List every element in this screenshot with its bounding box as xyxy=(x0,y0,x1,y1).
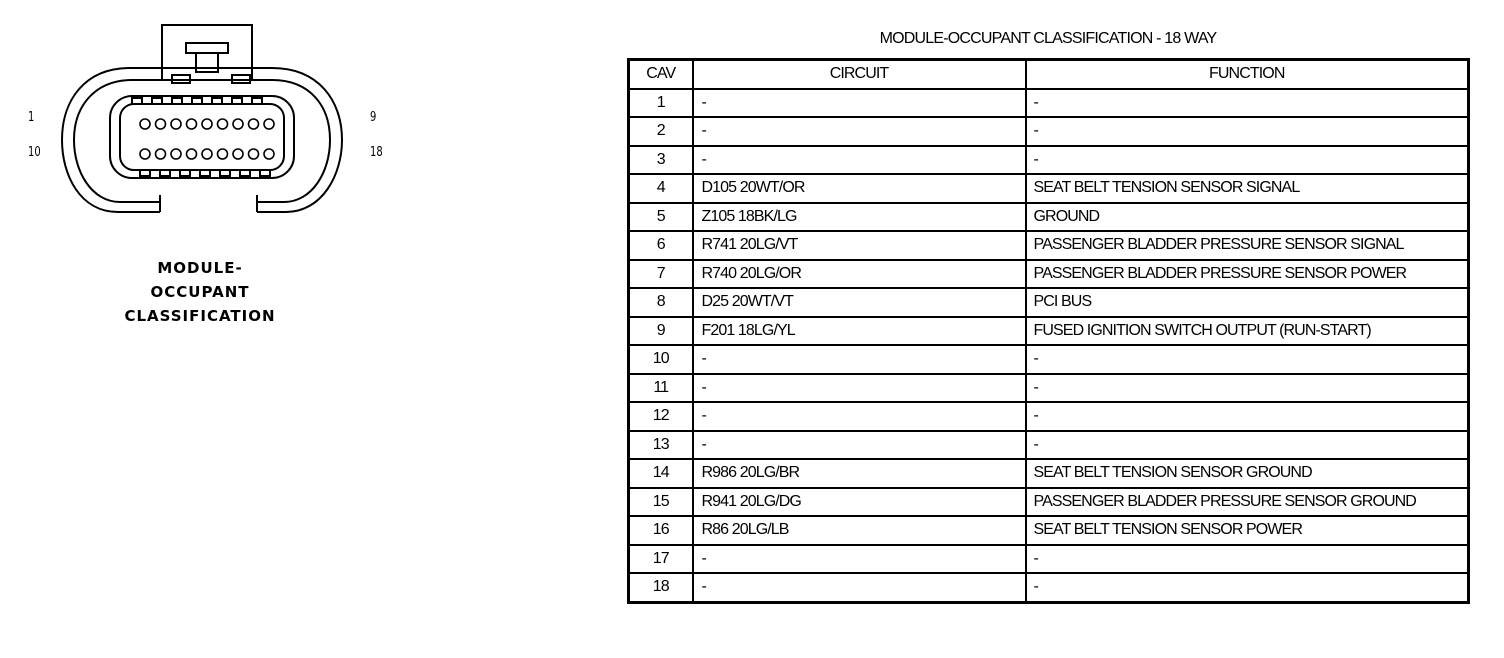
pin-label-top-left: 1 xyxy=(28,110,35,125)
pin-cavity-bottom xyxy=(140,149,150,159)
pin-cavity-bottom xyxy=(249,149,259,159)
pin-label-bottom-right: 18 xyxy=(370,145,383,160)
header-circuit: CIRCUIT xyxy=(693,60,1026,89)
table-row xyxy=(629,545,1469,574)
cav-cell: 10 xyxy=(629,345,693,374)
function-cell: SEAT BELT TENSION SENSOR POWER xyxy=(1026,516,1469,545)
pin-cavity-bottom xyxy=(171,149,181,159)
table-row xyxy=(629,402,1469,431)
function-cell: PCI BUS xyxy=(1026,288,1469,317)
table-row xyxy=(629,488,1469,517)
connector-pin-row-top xyxy=(140,119,274,129)
cav-cell: 18 xyxy=(629,573,693,602)
connector-pin-row-bottom xyxy=(140,149,274,159)
function-cell: - xyxy=(1026,431,1469,460)
function-cell: - xyxy=(1026,117,1469,146)
pinout-table-body xyxy=(629,89,1469,603)
circuit-cell: - xyxy=(693,545,1026,574)
cav-cell: 2 xyxy=(629,117,693,146)
pin-label-top-right: 9 xyxy=(370,110,377,125)
function-cell: SEAT BELT TENSION SENSOR GROUND xyxy=(1026,459,1469,488)
connector-caption-line-1: MODULE- xyxy=(157,259,243,277)
circuit-cell: R941 20LG/DG xyxy=(693,488,1026,517)
table-row xyxy=(629,89,1469,118)
circuit-cell: R986 20LG/BR xyxy=(693,459,1026,488)
connector-caption-line-3: CLASSIFICATION xyxy=(124,307,276,325)
circuit-cell: Z105 18BK/LG xyxy=(693,203,1026,232)
table-row xyxy=(629,459,1469,488)
function-cell: - xyxy=(1026,146,1469,175)
circuit-cell: - xyxy=(693,146,1026,175)
cav-cell: 3 xyxy=(629,146,693,175)
cav-cell: 4 xyxy=(629,174,693,203)
cav-cell: 15 xyxy=(629,488,693,517)
cav-cell: 7 xyxy=(629,260,693,289)
circuit-cell: R86 20LG/LB xyxy=(693,516,1026,545)
connector-caption xyxy=(100,256,300,328)
pin-cavity-bottom xyxy=(264,149,274,159)
cav-cell: 13 xyxy=(629,431,693,460)
cav-cell: 14 xyxy=(629,459,693,488)
table-row xyxy=(629,345,1469,374)
table-row xyxy=(629,260,1469,289)
circuit-cell: - xyxy=(693,573,1026,602)
circuit-cell: D25 20WT/VT xyxy=(693,288,1026,317)
table-row xyxy=(629,231,1469,260)
pin-cavity-top xyxy=(140,119,150,129)
circuit-cell: - xyxy=(693,345,1026,374)
circuit-cell: - xyxy=(693,117,1026,146)
table-row xyxy=(629,174,1469,203)
pin-cavity-top xyxy=(156,119,166,129)
function-cell: PASSENGER BLADDER PRESSURE SENSOR GROUND xyxy=(1026,488,1469,517)
cav-cell: 17 xyxy=(629,545,693,574)
circuit-cell: - xyxy=(693,374,1026,403)
pin-label-bottom-left: 10 xyxy=(28,145,41,160)
pinout-table xyxy=(627,58,1470,604)
function-cell: - xyxy=(1026,89,1469,118)
table-row xyxy=(629,288,1469,317)
cav-cell: 9 xyxy=(629,317,693,346)
cav-cell: 5 xyxy=(629,203,693,232)
table-row xyxy=(629,431,1469,460)
table-title: MODULE-OCCUPANT CLASSIFICATION - 18 WAY xyxy=(879,30,1217,47)
function-cell: GROUND xyxy=(1026,203,1469,232)
function-cell: - xyxy=(1026,345,1469,374)
pin-cavity-top xyxy=(218,119,228,129)
connector-caption-line-2: OCCUPANT xyxy=(150,283,250,301)
cav-cell: 1 xyxy=(629,89,693,118)
table-row xyxy=(629,146,1469,175)
pin-cavity-top xyxy=(202,119,212,129)
connector-outer-shroud xyxy=(62,68,342,212)
circuit-cell: R741 20LG/VT xyxy=(693,231,1026,260)
circuit-cell: - xyxy=(693,89,1026,118)
table-row xyxy=(629,203,1469,232)
pin-cavity-bottom xyxy=(218,149,228,159)
circuit-cell: D105 20WT/OR xyxy=(693,174,1026,203)
pin-cavity-top xyxy=(264,119,274,129)
table-header-row xyxy=(629,60,1469,89)
circuit-cell: R740 20LG/OR xyxy=(693,260,1026,289)
circuit-cell: F201 18LG/YL xyxy=(693,317,1026,346)
function-cell: SEAT BELT TENSION SENSOR SIGNAL xyxy=(1026,174,1469,203)
cav-cell: 8 xyxy=(629,288,693,317)
pin-cavity-top xyxy=(171,119,181,129)
function-cell: FUSED IGNITION SWITCH OUTPUT (RUN-START) xyxy=(1026,317,1469,346)
function-cell: PASSENGER BLADDER PRESSURE SENSOR SIGNAL xyxy=(1026,231,1469,260)
cav-cell: 6 xyxy=(629,231,693,260)
pin-cavity-bottom xyxy=(233,149,243,159)
header-cav: CAV xyxy=(629,60,693,89)
table-row xyxy=(629,374,1469,403)
connector-pin-housing xyxy=(110,96,294,178)
cav-cell: 16 xyxy=(629,516,693,545)
function-cell: - xyxy=(1026,402,1469,431)
function-cell: - xyxy=(1026,545,1469,574)
pin-cavity-bottom xyxy=(187,149,197,159)
cav-cell: 12 xyxy=(629,402,693,431)
function-cell: - xyxy=(1026,374,1469,403)
pin-cavity-bottom xyxy=(202,149,212,159)
function-cell: PASSENGER BLADDER PRESSURE SENSOR POWER xyxy=(1026,260,1469,289)
circuit-cell: - xyxy=(693,402,1026,431)
circuit-cell: - xyxy=(693,431,1026,460)
cav-cell: 11 xyxy=(629,374,693,403)
table-row xyxy=(629,573,1469,602)
pin-cavity-top xyxy=(187,119,197,129)
table-row xyxy=(629,117,1469,146)
pin-cavity-top xyxy=(233,119,243,129)
table-row xyxy=(629,516,1469,545)
pin-cavity-bottom xyxy=(156,149,166,159)
header-function: FUNCTION xyxy=(1026,60,1469,89)
pin-cavity-top xyxy=(249,119,259,129)
table-row xyxy=(629,317,1469,346)
function-cell: - xyxy=(1026,573,1469,602)
